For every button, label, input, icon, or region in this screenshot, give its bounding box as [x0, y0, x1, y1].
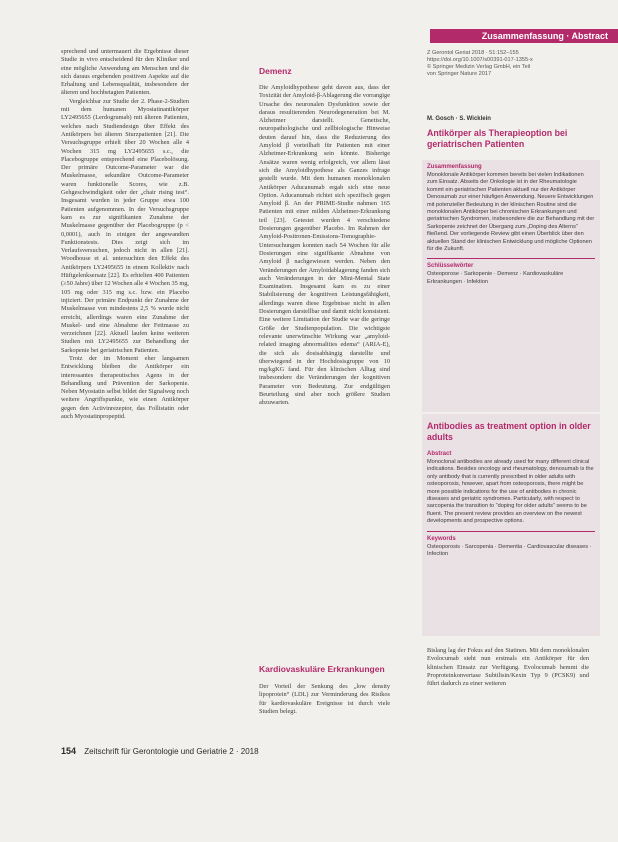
right-bottom-text-block: [427, 647, 589, 688]
meta-line: von Springer Nature 2017: [427, 71, 492, 77]
meta-line: © Springer Medizin Verlag GmbH, ein Teil: [427, 64, 531, 70]
page-number: 154: [61, 746, 77, 756]
zusammenfassung-text: Monoklonale Antikörper kommen bereits bei vielen Indikationen zum Einsatz. Abseits der Onkologie ist in der Rheumatologie kommt ein geriatrischen Patienten aktuell nur der Antikörper Denosumab zur einer häufigen Anwendung. Neuere Entwicklungen mit potenzieller Bedeutung in der klinischen Routine sind die monoklonalen Antikörper bei chronischen Erkrankungen und geriatrischen Syndromen, insbesondere die zur Behandlung mit der Sarkopenie zeichnet der Übergang zum „Doping des Alterns“ fließend. Der vorliegende Review gibt einen Überblick über den aktuellen Stand der klinischen Entwicklung und mögliche Optionen für die Zukunft.: [427, 172, 595, 253]
article-meta: [427, 50, 597, 78]
kardio-text-block: [259, 683, 390, 716]
heading-demenz: Demenz: [259, 66, 292, 76]
middle-column: [259, 84, 390, 408]
schluesselwoerter-text: Osteoporose · Sarkopenie · Demenz · Kardiovaskuläre Erkrankungen · Infektion: [427, 271, 564, 285]
meta-line: https://doi.org/10.1007/s00391-017-1355-x: [427, 57, 533, 63]
left-column: [61, 48, 189, 421]
section-header-bar: [430, 29, 618, 43]
abstract-text: Monoclonal antibodies are already used for many different clinical indications. Besides oncology and rheumatology, denosumab is the only antibody that is currently prescribed in older adults with osteoporosis, however, apart from osteoporosis, there might be more possible indications for the use of antibodies in chronic diseases and geriatric syndromes. Particularly, with respect to sarcopenia the transition to “doping for older adults” seems to be fluent. The present review provides an overview on the newest developments and prospective options.: [427, 459, 594, 525]
heading-kardiovaskulaer: Kardiovaskuläre Erkrankungen: [259, 664, 385, 674]
keywords-label: Keywords: [427, 535, 456, 542]
page-footer: [61, 746, 259, 756]
abstract-box: [422, 414, 600, 636]
section-label: Zusammenfassung · Abstract: [481, 31, 608, 41]
left-paragraph-2: Vergleichbar zur Studie der 2. Phase-2-Studien mit dem humanen Myostatinantikörper LY2495655 (Lerdogrumab) mit älteren Patienten, welches nach Studiendesign über Effekt des Antikörpers bei älteren Sturzpatienten [21]. Die Versuchsgruppe erhielt über 20 Wochen alle 4 Wochen 315 mg LY2495655 s.c., die Placebogruppe entsprechend eine Placebolösung. Der primäre Outcome-Parameter war die Muskelmasse, sekundäre Outcome-Parameter waren funktionelle Scores, wie z.B. Gehgeschwindigkeit oder der „chair rising test“. Insgesamt wurden in jeder Gruppe etwa 100 Patienten aufgenommen. In der Versuchsgruppe kam es zur signifikanten Zunahme der Muskelmasse gegenüber der Placebogruppe (p < 0,0001), auch in einigen der angewandten Funktionstests. Dies zeigt sich im Verlaufsversuchen, jedoch nicht in allen [21]. Woodhouse et al. untersuchten den Effekt des Antikörpers LY2495655 in einem Kollektiv nach Hüftgelenksersatz [22]. Es erhielten 400 Patienten (≥50 Jahre) über 12 Wochen alle 4 Wochen 35 mg, 105 mg oder 315 mg s.c. bzw. ein Placebo injiziert. Der primäre Endpunkt der Zunahme der Muskelmasse von mindestens 2,5 % wurde nicht erreicht, allerdings waren eine Zunahme der Muskel- und eine Abnahme der Fettmasse zu verzeichnen [22]. Aktuell laufen keine weiteren Studien mit LY2495655 zur Behandlung der Sarkopenie bei geriatrischen Patienten.: [61, 97, 189, 354]
kardio-text: Der Vorteil der Senkung des „low density lipoprotein“ (LDL) zur Verminderung des Risikos für kardiovaskuläre Ereignisse ist durch viele Studien belegt.: [259, 683, 390, 715]
zusammenfassung-label: Zusammenfassung: [427, 164, 482, 170]
divider: [427, 258, 595, 259]
zusammenfassung-box: [422, 160, 600, 412]
left-paragraph-3: Trotz der im Moment eher langsamen Entwicklung bleiben die Antikörper ein interessantes therapeutisches Agens in der Behandlung und Prävention der Sarkopenie. Neben Myostatin selbst bildet der Signalweg noch weitere Angriffspunkte, wie einen Antikörper gegen den Activinrezeptor, das Follistatin oder auch Myostatinpropeptid.: [61, 354, 189, 421]
meta-line: Z Gerontol Geriat 2018 · 51:152–155: [427, 50, 519, 56]
right-bottom-text: Bislang lag der Fokus auf den Statinen. Mit dem monoklonalen Evolocumab steht nun erstmals ein Antikörper für den klinischen Einsatz zur Verfügung. Evolocumab hemmt die Proproteinkonvertase Subtilisin/Kexin Typ 9 (PCSK9) und führt dadurch zu einer weiteren: [427, 647, 589, 688]
authors: M. Gosch · S. Wicklein: [427, 116, 491, 122]
article-title-de: Antikörper als Therapieoption bei geriatrischen Patienten: [427, 128, 568, 149]
article-title-en: Antibodies as treatment option in older adults: [427, 421, 591, 442]
abstract-label: Abstract: [427, 451, 452, 457]
demenz-text: Die Amyloidhypothese geht davon aus, dass der Toxizität der Amyloid-β-Ablagerung die vorrangige Ursache des neuronalen Dysfunktion sowie der daraus resultierenden Neurodegeneration bei M. Alzheimer darstellt. Genetische, neuropathologische und zellbiologische Hinweise deuten darauf hin, dass die Reduzierung des Amyloid β vorteilhaft für Patienten mit einer Alzheimer-Erkrankung sein könnte. Bisherige Ansätze waren wenig erfolgreich, vor allem lässt sich die Amyloidhypothese als Ganzes infrage gestellt wurde. Mit dem humanen monoklonalen Antikörper Aducanumab ergab sich eine neue Option. Aducanumab richtet sich spezifisch gegen Amyloid β. An der PRIME-Studie nahmen 165 Patienten mit einer milden Alzheimer-Erkrankung teil [23]. Getestet wurden 4 verschiedene Dosierungen gegenüber Placebo. Im Rahmen der Amyloid-Positronen-Emissions-Tomographie-Untersuchungen konnten nach 54 Wochen für alle Dosierungen eine signifikante Abnahme von Amyloid β nachgewiesen werden. Neben den Veränderungen der Amyloidablagerung fanden sich auch Veränderungen in der Mini-Mental State Examination. Insgesamt kam es zu einer Stabilisierung der kognitiven Leistungsfähigkeit, allerdings waren diese Ergebnisse nicht in allen Dosierungen darstellbar und damit nicht konsistent. Eine weitere Limitation der Studie war die geringe Größe der Studienpopulation. Die wichtigste relevante unerwünschte Wirkung war „amyloid-related imaging abnormalities edema“ (ARIA-E), die sich als dosisabhängig darstellte und überwiegend in der Hochdosisgruppe von 10 mg/kgKG fand. Für den klinischen Alltag sind insbesondere die Veränderungen der kognitiven Parameter von Bedeutung. Zur endgültigen Beurteilung sind aber noch größere Studien abzuwarten.: [259, 84, 390, 407]
journal-name: Zeitschrift für Gerontologie und Geriatrie 2 · 2018: [84, 747, 259, 756]
schluesselwoerter-label: Schlüsselwörter: [427, 263, 474, 270]
left-paragraph-1: sprechend und untermauert die Ergebnisse dieser Studie in vivo entscheidend für den Kliniker und eine mögliche Anwendung am Menschen und die sich daraus ergebenden positiven Aspekte auf die Erhaltung und Lebensqualität, insbesondere der älteren und hochbetagten Patienten.: [61, 48, 189, 97]
keywords-text: Osteoporosis · Sarcopenia · Dementia · Cardiovascular diseases · Infection: [427, 543, 592, 558]
divider: [427, 531, 595, 532]
